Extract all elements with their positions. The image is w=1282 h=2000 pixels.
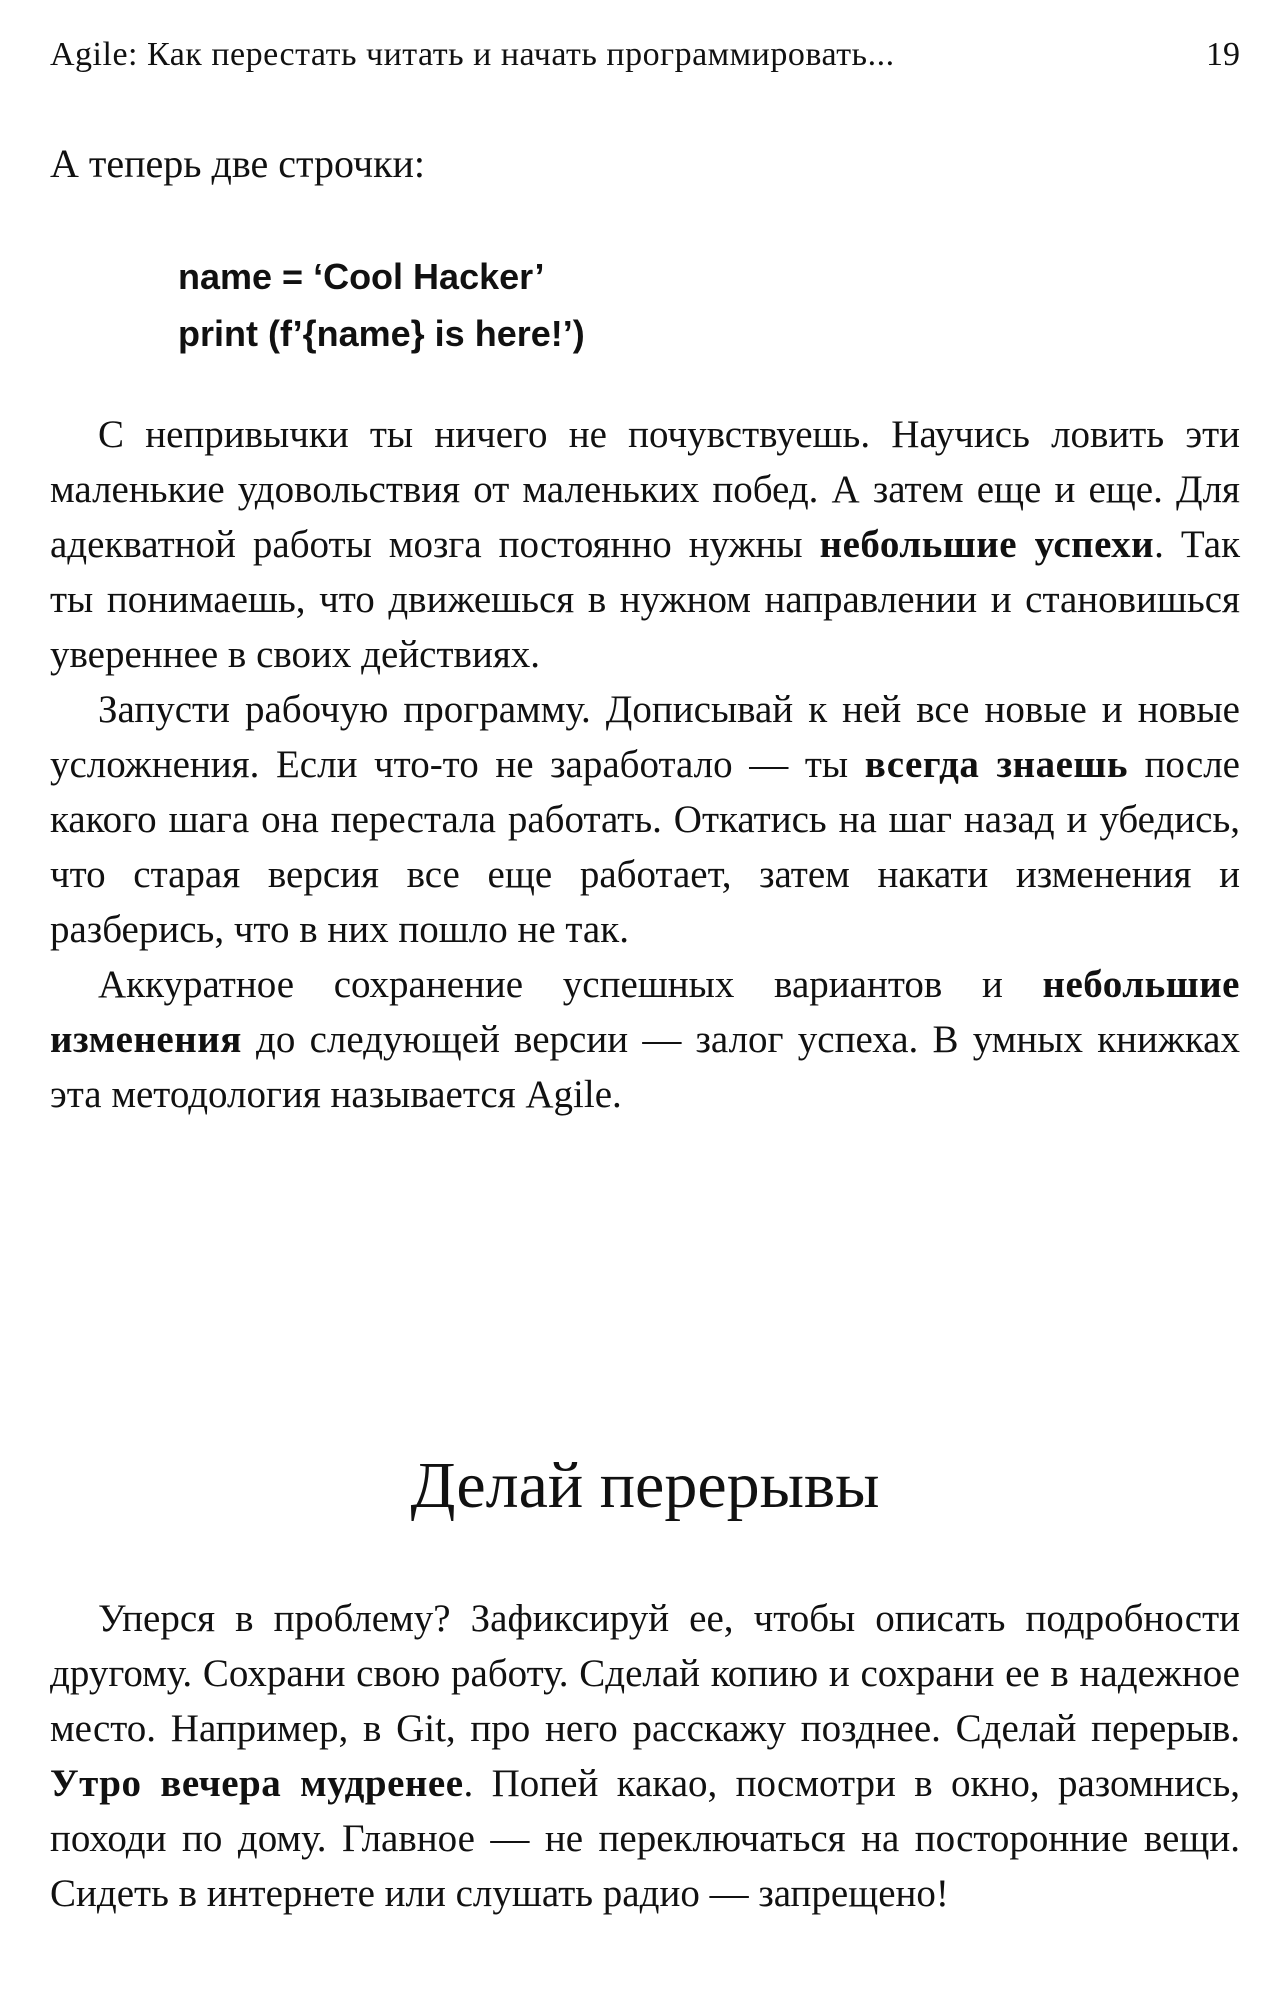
emphasis-small-changes: небольшие изменения (50, 963, 1240, 1061)
emphasis-small-successes: небольшие успехи (819, 523, 1155, 566)
paragraph-text: после какого шага она перестала работать. Откатись на шаг назад и убедись, что старая версия все еще работает, затем накати изменения и разберись, что в них пошло не так. (50, 743, 1240, 951)
emphasis-always-know: всегда знаешь (864, 743, 1128, 786)
code-snippet (178, 248, 585, 362)
paragraph-agile-definition (50, 957, 1240, 1122)
paragraph-run-program (50, 682, 1240, 957)
section-heading-take-breaks: Делай перерывы (410, 1449, 880, 1522)
section-breaks-text (50, 1591, 1240, 1921)
section-agile-text (50, 407, 1240, 1122)
code-line-print: print (f’{name} is here!’) (178, 313, 585, 354)
emphasis-morning-wiser: Утро вечера мудренее (50, 1762, 464, 1805)
paragraph-text: Аккуратное сохранение успешных вариантов и (98, 963, 1043, 1006)
paragraph-text: С непривычки ты ничего не почувствуешь. Научись ловить эти маленькие удовольствия от маленьких побед. А затем еще и еще. Для адекватной работы мозга постоянно нужны (50, 413, 1240, 566)
running-header (50, 30, 1240, 80)
paragraph-small-wins (50, 407, 1240, 682)
paragraph-text: Запусти рабочую программу. Дописывай к ней все новые и новые усложнения. Если что-то не заработало — ты (50, 688, 1240, 786)
page-number: 19 (1206, 36, 1240, 73)
book-page (50, 0, 1240, 2000)
paragraph-text: . Попей какао, посмотри в окно, разомнись, походи по дому. Главное — не переключаться на посторонние вещи. Сидеть в интернете или слушать радио — запрещено! (50, 1762, 1240, 1915)
paragraph-text: . Так ты понимаешь, что движешься в нужном направлении и становишься увереннее в своих действиях. (50, 523, 1241, 676)
paragraph-take-break (50, 1591, 1240, 1921)
code-line-assignment: name = ‘Cool Hacker’ (178, 256, 545, 297)
intro-sentence: А теперь две строчки: (50, 141, 426, 186)
running-title: Agile: Как перестать читать и начать программировать... (50, 36, 895, 73)
paragraph-text: до следующей версии — залог успеха. В умных книжках эта методология называется Agile. (50, 1018, 1240, 1116)
paragraph-text: Уперся в проблему? Зафиксируй ее, чтобы описать подробности другому. Сохрани свою работу. Сделай копию и сохрани ее в надежное место. Например, в Git, про него расскажу позднее. Сделай перерыв. (50, 1597, 1240, 1750)
